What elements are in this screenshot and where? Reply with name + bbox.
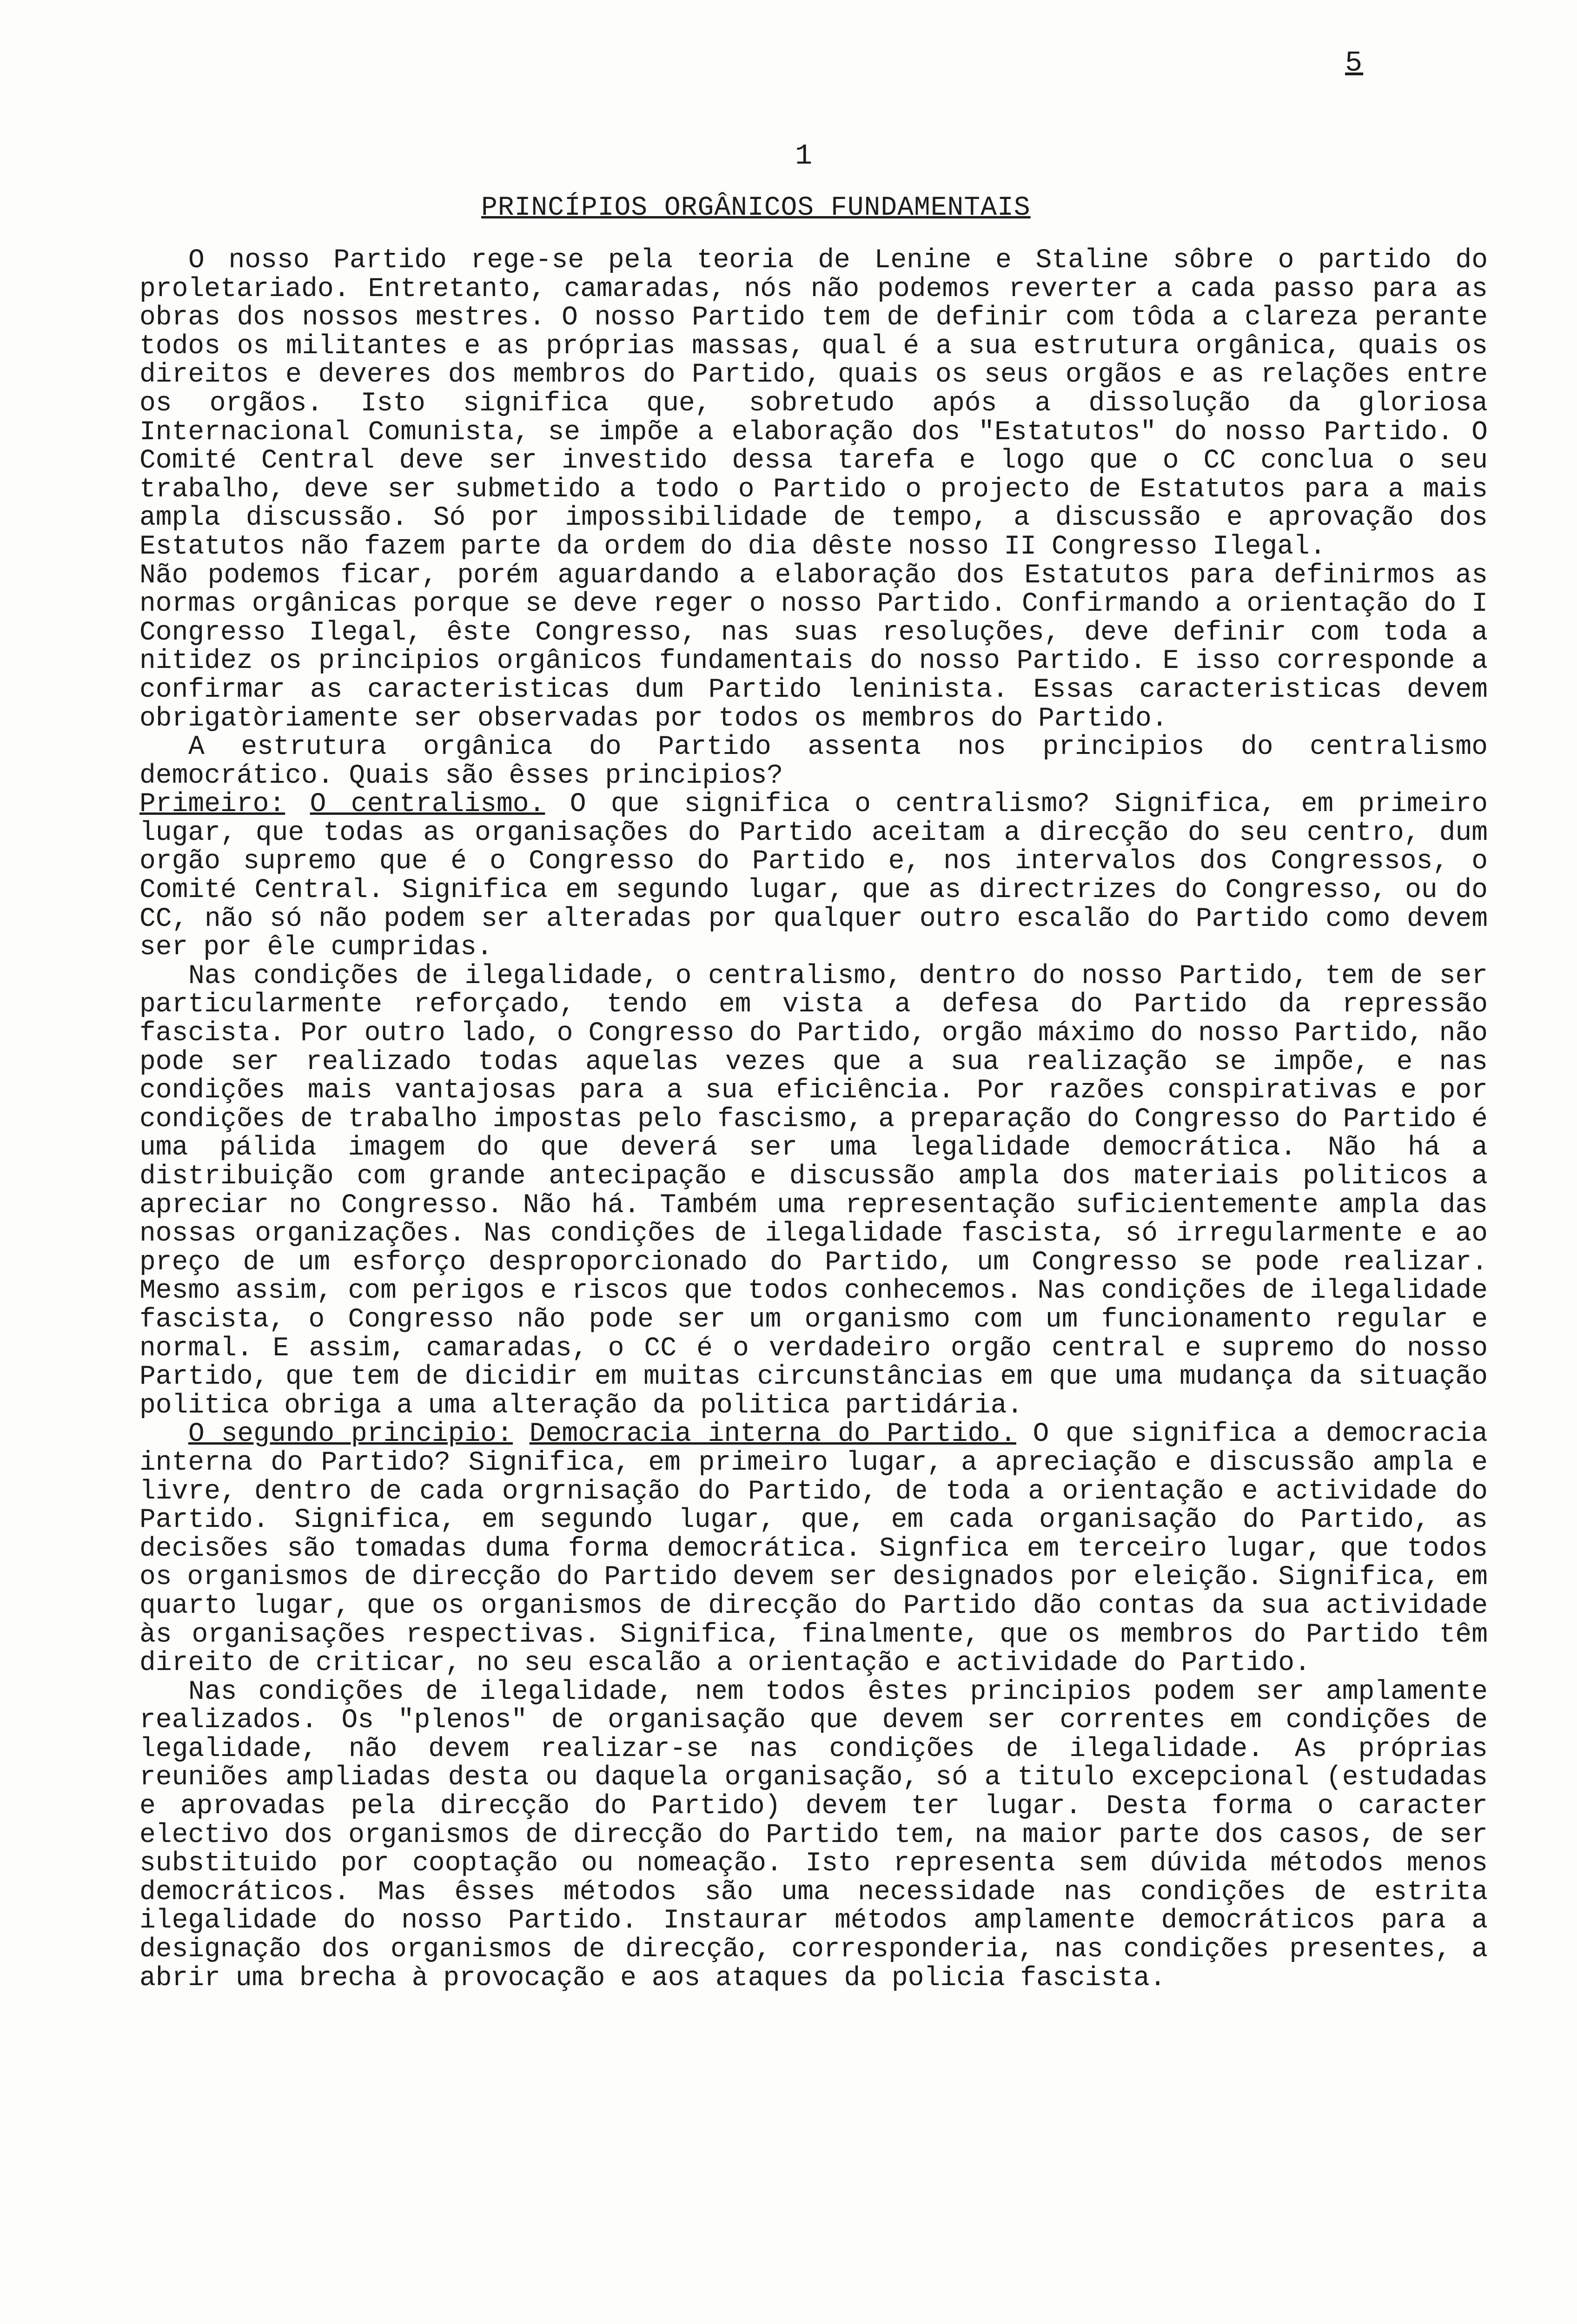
chapter-number: 1 xyxy=(795,139,813,172)
page-number: 5 xyxy=(1345,46,1364,79)
paragraph-1: O nosso Partido rege-se pela teoria de Lenine e Staline sôbre o partido do proletariado. Entretanto, camaradas, nós não podemos reverter a cada passo para as obras dos nossos mestres. O nosso Partido tem de definir com tôda a clareza perante todos os militantes e as próprias massas, qual é a sua estrutura orgânica, quais os direitos e deveres dos membros do Partido, quais os seus orgãos e as relações entre os orgãos. Isto significa que, sobretudo após a dissolução da gloriosa Internacional Comunista, se impõe a elaboração dos "Estatutos" do nosso Partido. O Comité Central deve ser investido dessa tarefa e logo que o CC conclua o seu trabalho, deve ser submetido a todo o Partido o projecto de Estatutos para a mais ampla discussão. Só por impossibilidade de tempo, a discussão e aprovação dos Estatutos não fazem parte da ordem do dia dêste nosso II Congresso Ilegal. xyxy=(139,245,1488,562)
paragraph-6-text: O que significa a democracia interna do Partido? Significa, em primeiro lugar, a apreciação e discussão ampla e livre, dentro de cada orgrnisação do Partido, de toda a orientação e actividade do Partido. Significa, em segundo lugar, que, em cada organisação do Partido, as decisões são tomadas duma forma democrática. Signfica em terceiro lugar, que todos os organismos de direcção do Partido devem ser designados por eleição. Significa, em quarto lugar, que os organismos de direcção do Partido dão contas da sua actividade às organisações respectivas. Significa, finalmente, que os membros do Partido têm direito de criticar, no seu escalão a orientação e actividade do Partido. xyxy=(139,1419,1488,1679)
paragraph-7: Nas condições de ilegalidade, nem todos êstes principios podem ser amplamente realizados. Os "plenos" de organisação que devem ser correntes em condições de legalidade, não devem realizar-se nas condições de ilegalidade. As próprias reuniões ampliadas desta ou daquela organisação, só a titulo excepcional (estudadas e aprovadas pela direcção do Partido) devem ter lugar. Desta forma o caracter electivo dos organismos de direcção do Partido tem, na maior parte dos casos, de ser substituido por cooptação ou nomeação. Isto representa sem dúvida métodos menos democráticos. Mas êsses métodos são uma necessidade nas condições de estrita ilegalidade do nosso Partido. Instaurar métodos amplamente democráticos para a designação dos organismos de direcção, corresponderia, nas condições presentes, a abrir uma brecha à provocação e aos ataques da policia fascista. xyxy=(139,1677,1488,1994)
paragraph-6 xyxy=(139,1420,1488,1677)
paragraph-4-text: O que significa o centralismo? Significa, em primeiro lugar, que todas as organisações do Partido aceitam a direcção do seu centro, dum orgão supremo que é o Congresso do Partido e, nos intervalos dos Congressos, o Comité Central. Significa em segundo lugar, que as directrizes do Congresso, ou do CC, não só não podem ser alteradas por qualquer outro escalão do Partido como devem ser por êle cumpridas. xyxy=(139,789,1488,963)
paragraph-4 xyxy=(139,790,1488,962)
first-principle-label: Primeiro: xyxy=(139,789,285,820)
paragraph-3: A estrutura orgânica do Partido assenta nos principios do centralismo democrático. Quais são êsses principios? xyxy=(139,732,1488,791)
document-body xyxy=(139,246,1488,1993)
chapter-title: PRINCÍPIOS ORGÂNICOS FUNDAMENTAIS xyxy=(481,193,1031,223)
paragraph-2: Não podemos ficar, porém aguardando a elaboração dos Estatutos para definirmos as normas orgânicas porque se deve reger o nosso Partido. Confirmando a orientação do I Congresso Ilegal, êste Congresso, nas suas resoluções, deve definir com toda a nitidez os principios orgânicos fundamentais do nosso Partido. E isso corresponde a confirmar as caracteristicas dum Partido leninista. Essas caracteristicas devem obrigatòriamente ser observadas por todos os membros do Partido. xyxy=(139,560,1488,734)
second-principle-label: O segundo principio: xyxy=(188,1419,513,1450)
first-principle-title: O centralismo. xyxy=(310,789,545,820)
paragraph-5: Nas condições de ilegalidade, o centralismo, dentro do nosso Partido, tem de ser particularmente reforçado, tendo em vista a defesa do Partido da repressão fascista. Por outro lado, o Congresso do Partido, orgão máximo do nosso Partido, não pode ser realizado todas aquelas vezes que a sua realização se impõe, e nas condições mais vantajosas para a sua eficiência. Por razões conspirativas e por condições de trabalho impostas pelo fascismo, a preparação do Congresso do Partido é uma pálida imagem do que deverá ser uma legalidade democrática. Não há a distribuição com grande antecipação e discussão ampla dos materiais politicos a apreciar no Congresso. Não há. Também uma representação suficientemente ampla das nossas organizações. Nas condições de ilegalidade fascista, só irregularmente e ao preço de um esforço desproporcionado do Partido, um Congresso se pode realizar. Mesmo assim, com perigos e riscos que todos conhecemos. Nas condições de ilegalidade fascista, o Congresso não pode ser um organismo com um funcionamento regular e normal. E assim, camaradas, o CC é o verdadeiro orgão central e supremo do nosso Partido, que tem de dicidir em muitas circunstâncias em que uma mudança da situação politica obriga a uma alteração da politica partidária. xyxy=(139,961,1488,1421)
second-principle-title: Democracia interna do Partido. xyxy=(529,1419,1016,1450)
